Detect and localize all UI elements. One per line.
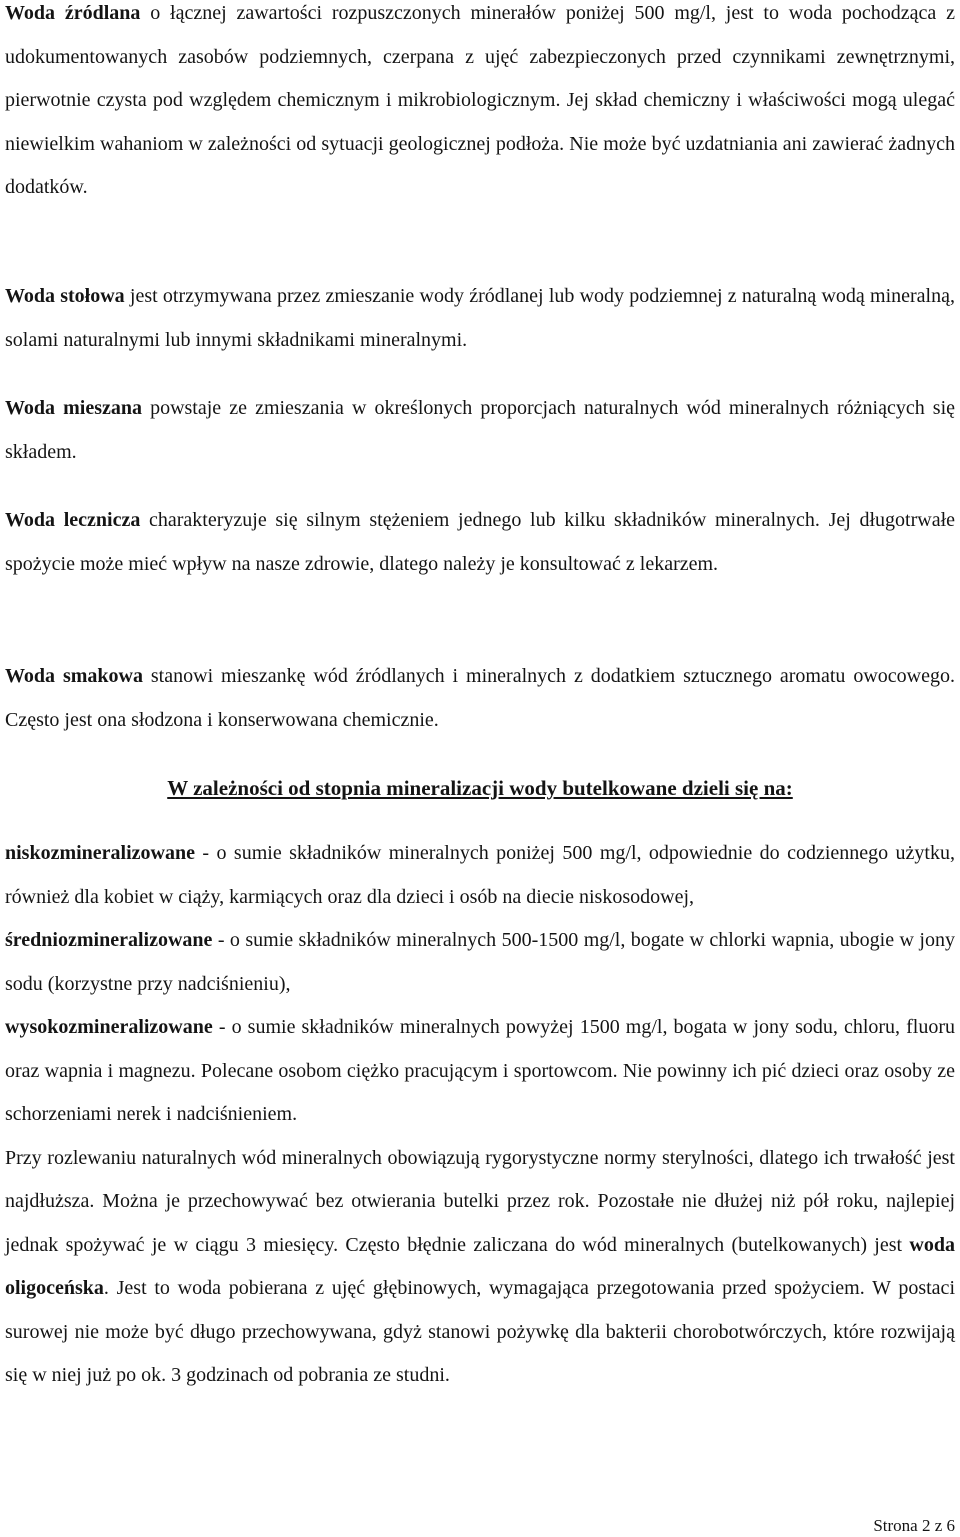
paragraph-woda-zrodlana <box>5 0 955 210</box>
term-woda-oligocenska: woda oligoceńska <box>5 1233 955 1299</box>
closing-text: Przy rozlewaniu naturalnych wód mineralnych obowiązują rygorystyczne normy sterylności, dlatego ich trwałość jest najdłuższa. Można je przechowywać bez otwierania butelki przez rok. Pozostałe nie dłużej niż pół roku, najlepiej jednak spożywać je w ciągu 3 miesięcy. Często błędnie zaliczana do wód mineralnych (butelkowanych) jest <box>5 1146 955 1256</box>
term-woda-stolowa: Woda stołowa <box>5 285 125 307</box>
term-sredniozmineralizowane: średniozmineralizowane <box>5 929 213 951</box>
paragraph-text: powstaje ze zmieszania w określonych proporcjach naturalnych wód mineralnych różniących się składem. <box>5 397 955 463</box>
category-text: - o sumie składników mineralnych poniżej 500 mg/l, odpowiednie do codziennego użytku, również dla kobiet w ciąży, karmiących oraz dla dzieci i osób na diecie niskosodowej, <box>5 842 955 908</box>
paragraph-text: o łącznej zawartości rozpuszczonych minerałów poniżej 500 mg/l, jest to woda pochodząca z udokumentowanych zasobów podziemnych, czerpana z ujęć zabezpieczonych przed czynnikami zewnętrznymi, pierwotnie czysta pod względem chemicznym i mikrobiologicznym. Jej skład chemiczny i właściwości mogą ulegać niewielkim wahaniom w zależności od sytuacji geologicznej podłoża. Nie może być uzdatniania ani zawierać żadnych dodatków. <box>5 2 956 198</box>
category-text: - o sumie składników mineralnych 500-1500 mg/l, bogate w chlorki wapnia, ubogie w jony sodu (korzystne przy nadciśnieniu), <box>5 929 955 995</box>
term-woda-mieszana: Woda mieszana <box>5 397 142 419</box>
term-woda-lecznicza: Woda lecznicza <box>5 509 141 531</box>
term-niskozmineralizowane: niskozmineralizowane <box>5 842 195 864</box>
paragraph-text: jest otrzymywana przez zmieszanie wody źródlanej lub wody podziemnej z naturalną wodą mineralną, solami naturalnymi lub innymi składnikami mineralnymi. <box>5 285 955 351</box>
term-woda-zrodlana: Woda źródlana <box>5 2 141 24</box>
category-text: - o sumie składników mineralnych powyżej 1500 mg/l, bogata w jony sodu, chloru, fluoru oraz wapnia i magnezu. Polecane osobom ciężko pracującym i sportowcom. Nie powinny ich pić dzieci oraz osoby ze schorzeniami nerek i nadciśnieniem. <box>5 1016 955 1125</box>
paragraph-woda-lecznicza <box>5 499 955 586</box>
page-number: Strona 2 z 6 <box>873 1516 955 1535</box>
paragraph-text: charakteryzuje się silnym stężeniem jednego lub kilku składników mineralnych. Jej długotrwałe spożycie może mieć wpływ na nasze zdrowie, dlatego należy je konsultować z lekarzem. <box>5 509 956 575</box>
term-woda-smakowa: Woda smakowa <box>5 665 143 687</box>
paragraph-woda-smakowa <box>5 655 955 742</box>
section-heading: W zależności od stopnia mineralizacji wody butelkowane dzieli się na: <box>167 776 793 800</box>
closing-text: . Jest to woda pobierana z ujęć głębinowych, wymagająca przegotowania przed spożyciem. W postaci surowej nie może być długo przechowywana, gdyż stanowi pożywkę dla bakterii chorobotwórczych, które rozwijają się w niej już po ok. 3 godzinach od pobrania ze studni. <box>5 1277 955 1386</box>
term-wysokozmineralizowane: wysokozmineralizowane <box>5 1016 213 1038</box>
paragraph-text: stanowi mieszankę wód źródlanych i mineralnych z dodatkiem sztucznego aromatu owocowego. Często jest ona słodzona i konserwowana chemicznie. <box>5 665 955 731</box>
mineralization-list <box>5 832 955 1398</box>
paragraph-woda-stolowa <box>5 275 955 362</box>
paragraph-woda-mieszana <box>5 387 955 474</box>
